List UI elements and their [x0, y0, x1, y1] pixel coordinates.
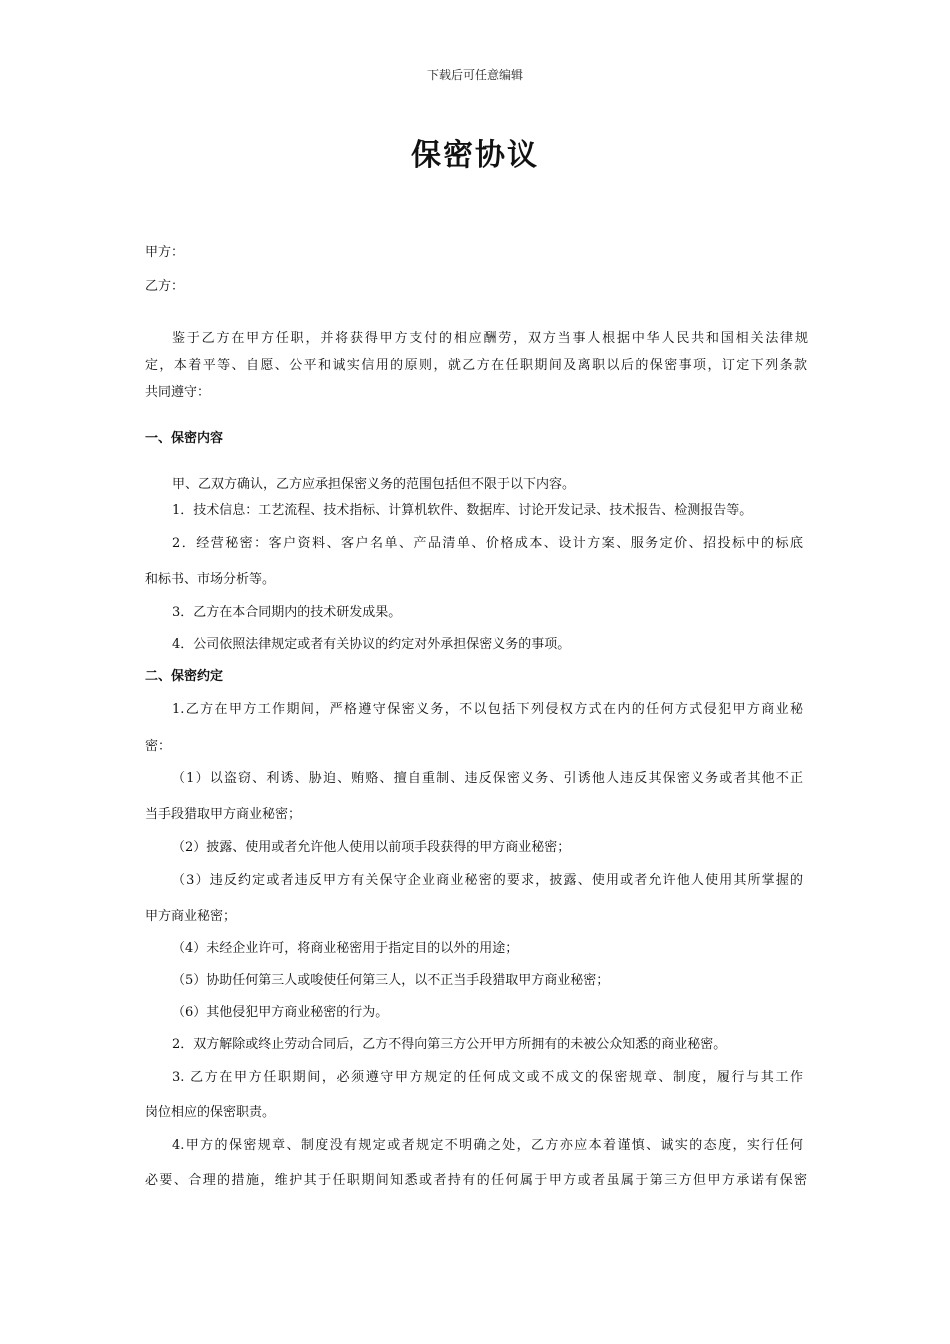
- section-1-item-2-line-1: 2．经营秘密：客户资料、客户名单、产品清单、价格成本、设计方案、服务定价、招投标中的标底: [172, 536, 803, 551]
- section-2-sub-5: （5）协助任何第三人或唆使任何第三人，以不正当手段猎取甲方商业秘密；: [172, 973, 610, 988]
- section-2-para-3-line-2: 岗位相应的保密职责。: [145, 1105, 276, 1120]
- party-b-line: 乙方：: [145, 279, 185, 294]
- section-1-item-4: 4．公司依照法律规定或者有关协议的约定对外承担保密义务的事项。: [172, 637, 571, 652]
- party-a-line: 甲方：: [145, 245, 185, 260]
- section-2-para-4-line-1: 4.甲方的保密规章、制度没有规定或者规定不明确之处，乙方亦应本着谨慎、诚实的态度，实行任何: [172, 1138, 803, 1153]
- section-2-para-1-line-2: 密：: [145, 739, 172, 754]
- section-2-heading: 二、保密约定: [145, 669, 224, 684]
- section-2-sub-3-line-1: （3）违反约定或者违反甲方有关保守企业商业秘密的要求，披露、使用或者允许他人使用其所掌握的: [172, 873, 803, 888]
- section-2-sub-2: （2）披露、使用或者允许他人使用以前项手段获得的甲方商业秘密；: [172, 840, 571, 855]
- section-1-item-3: 3．乙方在本合同期内的技术研发成果。: [172, 605, 402, 620]
- section-1-item-1: 1．技术信息：工艺流程、技术指标、计算机软件、数据库、讨论开发记录、技术报告、检测报告等。: [172, 503, 753, 518]
- section-2-para-2: 2．双方解除或终止劳动合同后，乙方不得向第三方公开甲方所拥有的未被公众知悉的商业秘密。: [172, 1037, 727, 1052]
- section-2-sub-6: （6）其他侵犯甲方商业秘密的行为。: [172, 1005, 389, 1020]
- section-2-sub-3-line-2: 甲方商业秘密；: [145, 909, 237, 924]
- preamble-line-1: 鉴于乙方在甲方任职，并将获得甲方支付的相应酬劳，双方当事人根据中华人民共和国相关法律规: [172, 331, 808, 346]
- section-2-sub-1-line-1: （1）以盗窃、利诱、胁迫、贿赂、擅自重制、违反保密义务、引诱他人违反其保密义务或者其他不正: [172, 771, 803, 786]
- document-title: 保密协议: [411, 138, 539, 173]
- section-2-sub-4: （4）未经企业许可，将商业秘密用于指定目的以外的用途；: [172, 941, 519, 956]
- section-1-item-2-line-2: 和标书、市场分析等。: [145, 572, 276, 587]
- header-note: 下载后可任意编辑: [426, 68, 523, 82]
- preamble-line-3: 共同遵守：: [145, 385, 211, 400]
- section-2-para-3-line-1: 3. 乙方在甲方任职期间，必须遵守甲方规定的任何成文或不成文的保密规章、制度，履行与其工作: [172, 1070, 803, 1085]
- section-2-sub-1-line-2: 当手段猎取甲方商业秘密；: [145, 807, 302, 822]
- section-1-intro: 甲、乙双方确认，乙方应承担保密义务的范围包括但不限于以下内容。: [172, 477, 576, 492]
- section-2-para-4-line-2: 必要、合理的措施，维护其于任职期间知悉或者持有的任何属于甲方或者虽属于第三方但甲方承诺有保密: [145, 1173, 807, 1188]
- section-2-para-1-line-1: 1.乙方在甲方工作期间，严格遵守保密义务，不以包括下列侵权方式在内的任何方式侵犯甲方商业秘: [172, 702, 803, 717]
- preamble-line-2: 定，本着平等、自愿、公平和诚实信用的原则，就乙方在任职期间及离职以后的保密事项，订定下列条款: [145, 358, 807, 373]
- section-1-heading: 一、保密内容: [145, 431, 224, 446]
